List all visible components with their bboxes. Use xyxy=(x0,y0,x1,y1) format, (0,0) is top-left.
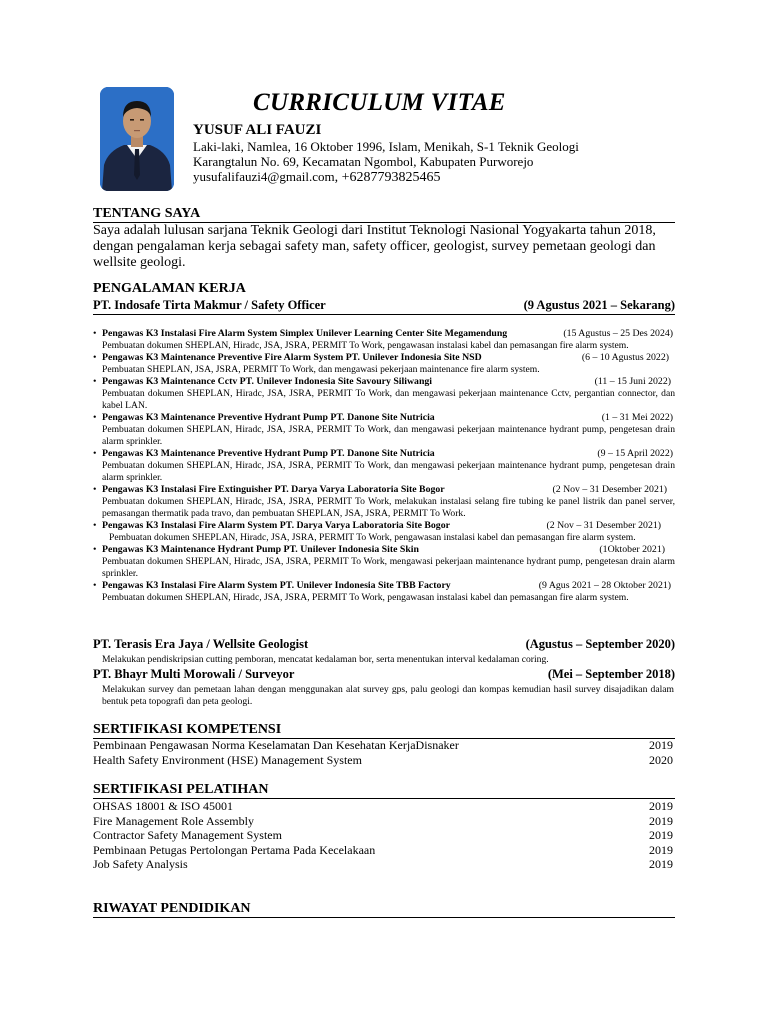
company-name: PT. Terasis Era Jaya / Wellsite Geologist xyxy=(93,637,309,651)
job-title: Pengawas K3 Maintenance Hydrant Pump PT. Unilever Indonesia Site Skin xyxy=(102,544,419,555)
company-date: (9 Agustus 2021 – Sekarang) xyxy=(523,298,675,312)
bullet-icon: • xyxy=(93,352,97,363)
company-name: PT. Bhayr Multi Morowali / Surveyor xyxy=(93,667,295,681)
list-item xyxy=(93,828,675,843)
person-name: YUSUF ALI FAUZI xyxy=(193,122,322,138)
job-entry xyxy=(93,580,675,604)
profile-photo xyxy=(100,87,174,191)
section-heading-competency: SERTIFIKASI KOMPETENSI xyxy=(93,722,675,739)
job-description: Pembuatan dokumen SHEPLAN, Hiradc, JSA, JSRA, PERMIT To Work, pengawasan instalasi kabel dan pemasangan fire alarm system. xyxy=(102,592,629,603)
job-title: Pengawas K3 Instalasi Fire Alarm System Simplex Unilever Learning Center Site Megamendung xyxy=(102,328,508,339)
email-link[interactable]: yusufalifauzi4@gmail.com xyxy=(193,169,335,184)
job-date: (11 – 15 Juni 2022) xyxy=(594,376,671,387)
section-heading-training: SERTIFIKASI PELATIHAN xyxy=(93,782,675,799)
cv-title: CURRICULUM VITAE xyxy=(253,89,506,116)
job-list xyxy=(93,328,675,604)
job-entry xyxy=(93,448,675,484)
bullet-icon: • xyxy=(93,580,97,591)
training-year: 2019 xyxy=(649,828,673,842)
competency-list xyxy=(93,738,675,767)
job-description: Pembuatan dokumen SHEPLAN, Hiradc, JSA, JSRA, PERMIT To Work, pengawasan instalasi kabel dan pemasangan fire alarm system. xyxy=(109,532,636,543)
bullet-icon: • xyxy=(93,448,97,459)
job-description: Pembuatan dokumen SHEPLAN, Hiradc, JSA, JSRA, PERMIT To Work, pengawasan instalasi kabel dan pemasangan fire alarm system. xyxy=(102,340,629,351)
job-entry xyxy=(93,328,675,352)
company-date: (Mei – September 2018) xyxy=(547,667,675,681)
company-name: PT. Indosafe Tirta Makmur / Safety Officer xyxy=(93,298,326,312)
job-title: Pengawas K3 Maintenance Preventive Hydrant Pump PT. Danone Site Nutricia xyxy=(102,412,435,423)
company-header xyxy=(93,298,675,315)
job-entry xyxy=(93,376,675,412)
job-title: Pengawas K3 Maintenance Cctv PT. Unilever Indonesia Site Savoury Siliwangi xyxy=(102,376,433,387)
job-entry xyxy=(93,484,675,520)
job-description: Pembuatan dokumen SHEPLAN, Hiradc, JSA, JSRA, PERMIT To Work, mengawasi pekerjaan maintenance hydrant pump, pengetesan drain alarm sprinkler. xyxy=(102,556,675,579)
list-item xyxy=(93,753,675,768)
job-date: (2 Nov – 31 Desember 2021) xyxy=(552,484,667,495)
bullet-icon: • xyxy=(93,544,97,555)
job-entry xyxy=(93,520,675,544)
job-date: (1 – 31 Mei 2022) xyxy=(601,412,673,423)
job-description: Pembuatan SHEPLAN, JSA, JSRA, PERMIT To Work, dan mengawasi pekerjaan maintenance fire alarm system. xyxy=(102,364,540,375)
job-entry xyxy=(93,412,675,448)
certificate-year: 2020 xyxy=(649,752,673,767)
section-heading-experience: PENGALAMAN KERJA xyxy=(93,281,246,296)
training-year: 2019 xyxy=(649,813,673,828)
certificate-name: Health Safety Environment (HSE) Management System xyxy=(93,752,362,767)
phone-number: , +6287793825465 xyxy=(334,170,441,185)
job-date: (2 Nov – 31 Desember 2021) xyxy=(546,520,661,531)
bullet-icon: • xyxy=(93,328,97,339)
training-year: 2019 xyxy=(649,857,673,871)
list-item xyxy=(93,738,675,753)
job-date: (6 – 10 Agustus 2022) xyxy=(581,352,669,363)
contact-line xyxy=(193,169,440,185)
personal-details: Laki-laki, Namlea, 16 Oktober 1996, Islam, Menikah, S-1 Teknik Geologi xyxy=(193,139,579,154)
job-title: Pengawas K3 Instalasi Fire Extinguisher PT. Darya Varya Laboratoria Site Bogor xyxy=(102,484,445,495)
address: Karangtalun No. 69, Kecamatan Ngombol, Kabupaten Purworejo xyxy=(193,154,534,169)
job-entry xyxy=(93,544,675,580)
bullet-icon: • xyxy=(93,484,97,495)
training-name: Contractor Safety Management System xyxy=(93,828,282,842)
training-year: 2019 xyxy=(649,799,673,813)
training-name: Pembinaan Petugas Pertolongan Pertama Pada Kecelakaan xyxy=(93,842,376,857)
company-header xyxy=(93,667,675,682)
job-date: (9 – 15 April 2022) xyxy=(597,448,673,459)
company-date: (Agustus – September 2020) xyxy=(525,637,675,651)
job-title: Pengawas K3 Maintenance Preventive Fire Alarm System PT. Unilever Indonesia Site NSD xyxy=(102,352,482,363)
bullet-icon: • xyxy=(93,376,97,387)
company-description: Melakukan pendiskripsian cutting pemboran, mencatat kedalaman bor, serta menentukan interval kedalaman coring. xyxy=(102,654,549,665)
list-item xyxy=(93,843,675,858)
training-name: OHSAS 18001 & ISO 45001 xyxy=(93,799,234,813)
training-list xyxy=(93,799,675,872)
about-text: Saya adalah lulusan sarjana Teknik Geologi dari Institut Teknologi Nasional Yogyakarta tahun 2018, dengan pengalaman kerja sebagai safety man, safety officer, geologist, survey pemetaan geologi dan wellsite geologi. xyxy=(93,223,656,270)
bullet-icon: • xyxy=(93,412,97,423)
training-year: 2019 xyxy=(649,842,673,857)
list-item xyxy=(93,814,675,829)
training-name: Job Safety Analysis xyxy=(93,857,188,871)
certificate-year: 2019 xyxy=(649,738,673,752)
section-heading-education: RIWAYAT PENDIDIKAN xyxy=(93,901,675,918)
job-title: Pengawas K3 Maintenance Preventive Hydrant Pump PT. Danone Site Nutricia xyxy=(102,448,435,459)
list-item xyxy=(93,799,675,814)
job-description: Pembuatan dokumen SHEPLAN, Hiradc, JSA, JSRA, PERMIT To Work, melakukan instalasi selang fire tubing ke panel listrik dan panel server, pemasangan thermatik pada travo, dan pembuatan SHEPLAN, JSA, JSRA, PERMIT To Work. xyxy=(102,496,675,519)
bullet-icon: • xyxy=(93,520,97,531)
job-description: Pembuatan dokumen SHEPLAN, Hiradc, JSA, JSRA, PERMIT To Work, dan mengawasi pekerjaan maintenance Cctv, pergantian connector, dan kabel LAN. xyxy=(102,388,675,411)
profile-photo-figure xyxy=(100,87,174,191)
job-title: Pengawas K3 Instalasi Fire Alarm System PT. Darya Varya Laboratoria Site Bogor xyxy=(102,520,450,531)
job-entry xyxy=(93,352,675,376)
job-description: Pembuatan dokumen SHEPLAN, Hiradc, JSA, JSRA, PERMIT To Work, dan mengawasi pekerjaan maintenance hydrant pump, pengetesan drain alarm sprinkler. xyxy=(102,424,675,447)
certificate-name: Pembinaan Pengawasan Norma Keselamatan Dan Kesehatan KerjaDisnaker xyxy=(93,738,459,752)
job-date: (15 Agustus – 25 Des 2024) xyxy=(563,328,673,339)
section-heading-about: TENTANG SAYA xyxy=(93,206,675,223)
training-name: Fire Management Role Assembly xyxy=(93,813,254,828)
job-description: Pembuatan dokumen SHEPLAN, Hiradc, JSA, JSRA, PERMIT To Work, dan mengawasi pekerjaan maintenance hydrant pump, pengetesan drain alarm sprinkler. xyxy=(102,460,675,483)
company-description: Melakukan survey dan pemetaan lahan dengan menggunakan alat survey gps, palu geologi dan kompas kemudian hasil survey disajadikan dalam bentuk peta topografi dan peta geologi. xyxy=(102,684,674,707)
company-header xyxy=(93,637,675,652)
job-title: Pengawas K3 Instalasi Fire Alarm System PT. Unilever Indonesia Site TBB Factory xyxy=(102,580,451,591)
list-item xyxy=(93,857,675,872)
job-date: (9 Agus 2021 – 28 Oktober 2021) xyxy=(538,580,671,591)
job-date: (1Oktober 2021) xyxy=(599,544,665,555)
